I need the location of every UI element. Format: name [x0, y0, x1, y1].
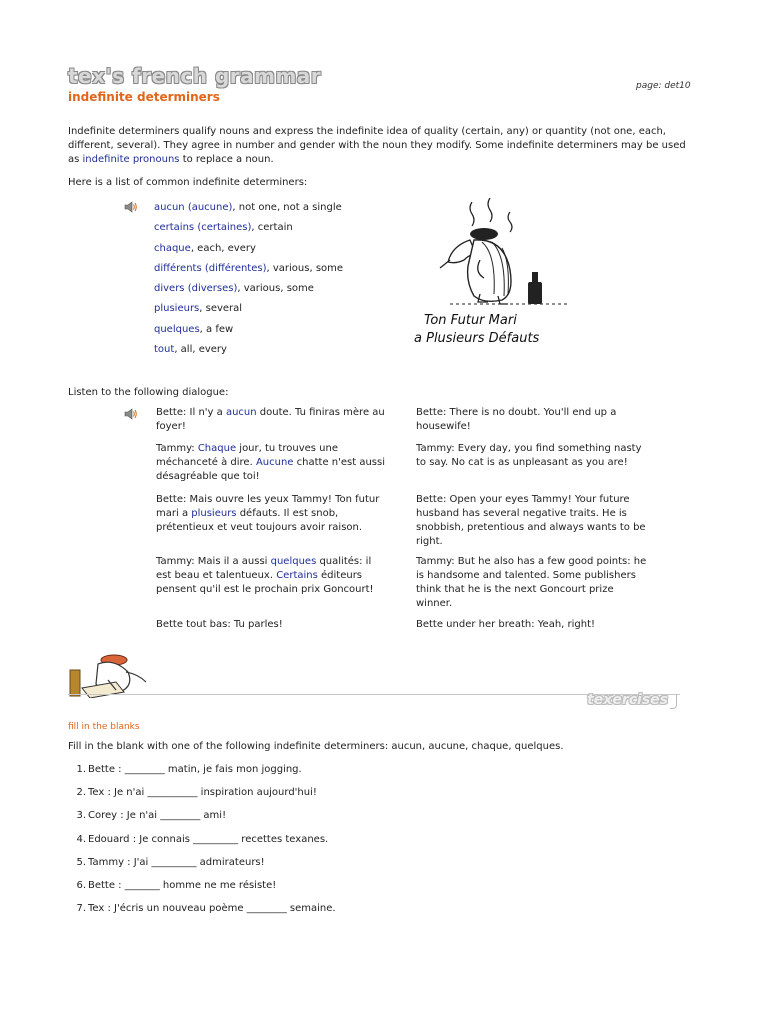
determiner-gloss: , not one, not a single — [232, 202, 342, 213]
exercise-text: Tammy : J'ai _________ admirateurs! — [88, 856, 265, 868]
intro-paragraph — [68, 125, 700, 167]
determiner-link[interactable]: plusieurs — [191, 508, 237, 519]
determiner-link[interactable]: tout — [154, 344, 175, 356]
determiner-link[interactable]: quelques — [154, 323, 200, 335]
list-item — [154, 262, 343, 282]
determiner-link[interactable]: différents (différentes) — [154, 262, 267, 274]
list-item — [154, 201, 343, 221]
text: éditeurs pensent qu'il est le prochain prix Goncourt! — [156, 570, 374, 595]
item-number: 3. — [76, 810, 86, 822]
list-item — [154, 343, 343, 363]
text: Tammy: — [156, 443, 198, 454]
dialogue-english: Bette: There is no doubt. You'll end up a housewife! — [416, 407, 617, 432]
text: Bette: Il n'y a — [156, 407, 226, 418]
text: doute. Tu finiras mère au foyer! — [156, 407, 385, 432]
dialogue-row — [156, 406, 656, 442]
item-number: 5. — [76, 856, 86, 868]
dialogue-french — [156, 406, 388, 442]
dialogue-english: Bette under her breath: Yeah, right! — [416, 619, 596, 630]
exercise-text: Bette : _______ homme ne me résiste! — [88, 879, 277, 891]
exercise-item — [68, 809, 336, 832]
dialogue-english: Tammy: Every day, you find something nasty to say. No cat is as unpleasant as you are! — [416, 443, 642, 468]
dialogue-english: Tammy: But he also has a few good points: he is handsome and talented. Some publishers think that he is the next Goncourt prize winner. — [416, 556, 647, 609]
list-intro: Here is a list of common indefinite determiners: — [68, 177, 308, 188]
determiner-gloss: , various, some — [237, 283, 314, 295]
cartoon-caption-line1: Ton Futur Mari — [424, 313, 517, 328]
list-item — [154, 323, 343, 343]
text: chatte n'est aussi désagréable que toi! — [156, 457, 385, 482]
item-number: 2. — [76, 787, 86, 799]
exercise-list — [68, 763, 336, 925]
exercise-heading: fill in the blanks — [68, 722, 140, 732]
determiner-link[interactable]: Aucune — [255, 457, 294, 468]
exercise-text: Edouard : Je connais _________ recettes texanes. — [88, 833, 329, 845]
determiner-gloss: , each, every — [190, 242, 256, 254]
determiner-link[interactable]: divers (diverses) — [154, 283, 238, 295]
armadillo-writing-icon — [68, 650, 152, 698]
dialogue-row — [156, 493, 656, 555]
list-item — [154, 221, 343, 241]
exercise-item — [68, 879, 336, 902]
exercise-text: Bette : ________ matin, je fais mon jogging. — [88, 764, 302, 775]
armadillo-cartoon — [410, 196, 595, 351]
exercise-item — [68, 833, 336, 856]
determiner-gloss: , all, every — [174, 344, 227, 356]
dialogue-french — [156, 442, 388, 493]
page-reference: page: det10 — [636, 81, 691, 91]
speaker-icon[interactable] — [124, 200, 138, 217]
intro-text-end: to replace a noun. — [179, 154, 274, 165]
divider-bracket — [670, 694, 677, 709]
exercise-item — [68, 902, 336, 925]
dialogue — [156, 406, 656, 638]
dialogue-intro: Listen to the following dialogue: — [68, 387, 229, 398]
indefinite-pronouns-link[interactable]: indefinite pronouns — [82, 154, 180, 165]
speaker-icon[interactable] — [124, 407, 138, 424]
dialogue-french — [156, 555, 388, 618]
item-number: 6. — [76, 879, 86, 891]
list-item — [154, 302, 343, 322]
text: Bette: Mais ouvre les yeux Tammy! Ton futur mari a — [156, 494, 380, 519]
exercise-text: Tex : J'écris un nouveau poème ________ semaine. — [88, 903, 336, 915]
determiner-link[interactable]: Chaque — [197, 443, 237, 454]
item-number: 7. — [76, 903, 86, 915]
exercise-item — [68, 856, 336, 879]
text: Bette tout bas: Tu parles! — [156, 619, 283, 630]
page-title: indefinite determiners — [68, 90, 220, 104]
exercise-instructions: Fill in the blank with one of the following indefinite determiners: aucun, aucune, chaque, quelques. — [68, 741, 564, 752]
text: qualités: il est beau et talentueux. — [156, 556, 372, 581]
determiner-gloss: , various, some — [266, 262, 344, 274]
cartoon-caption-line2: a Plusieurs Défauts — [414, 331, 540, 346]
dialogue-row — [156, 442, 656, 493]
exercise-item — [68, 786, 336, 809]
item-number: 1. — [76, 764, 86, 775]
texercises-logo: texercises — [587, 692, 668, 708]
dialogue-french — [156, 618, 388, 638]
determiner-gloss: , several — [199, 303, 243, 315]
exercises-banner — [68, 650, 680, 715]
exercise-item — [68, 763, 336, 786]
list-item — [154, 242, 343, 262]
intro-text: Indefinite determiners qualify nouns and express the indefinite idea of quality (certain, any) or quantity (not one, each, different, several). They agree in number and gender with the noun they modify. Some indefinite determiners may be used as — [68, 126, 686, 165]
list-item — [154, 282, 343, 302]
dialogue-french — [156, 493, 388, 555]
text: Tammy: Mais il a aussi — [156, 556, 271, 567]
dialogue-row — [156, 618, 656, 638]
determiner-link[interactable]: aucun (aucune) — [154, 202, 233, 213]
determiner-link[interactable]: quelques — [270, 556, 317, 567]
text: jour, tu trouves une méchanceté à dire. — [156, 443, 338, 468]
determiner-gloss: , certain — [251, 222, 293, 234]
dialogue-english: Bette: Open your eyes Tammy! Your future husband has several negative traits. He is snobbish, pretentious and always wants to be right. — [416, 494, 646, 547]
dialogue-row — [156, 555, 656, 618]
determiner-link[interactable]: Certains — [276, 570, 318, 581]
text: défauts. Il est snob, prétentieux et veut toujours avoir raison. — [156, 508, 363, 533]
determiner-link[interactable]: aucun — [225, 407, 257, 418]
determiner-list — [154, 201, 343, 363]
item-number: 4. — [76, 833, 86, 845]
exercise-text: Tex : Je n'ai __________ inspiration aujourd'hui! — [88, 787, 317, 799]
determiner-link[interactable]: certains (certaines) — [154, 222, 252, 234]
site-brand: tex's french grammar — [68, 64, 322, 88]
determiner-link[interactable]: plusieurs — [154, 303, 200, 315]
determiner-link[interactable]: chaque — [154, 242, 191, 254]
exercise-text: Corey : Je n'ai ________ ami! — [88, 810, 227, 822]
determiner-gloss: , a few — [199, 323, 234, 335]
